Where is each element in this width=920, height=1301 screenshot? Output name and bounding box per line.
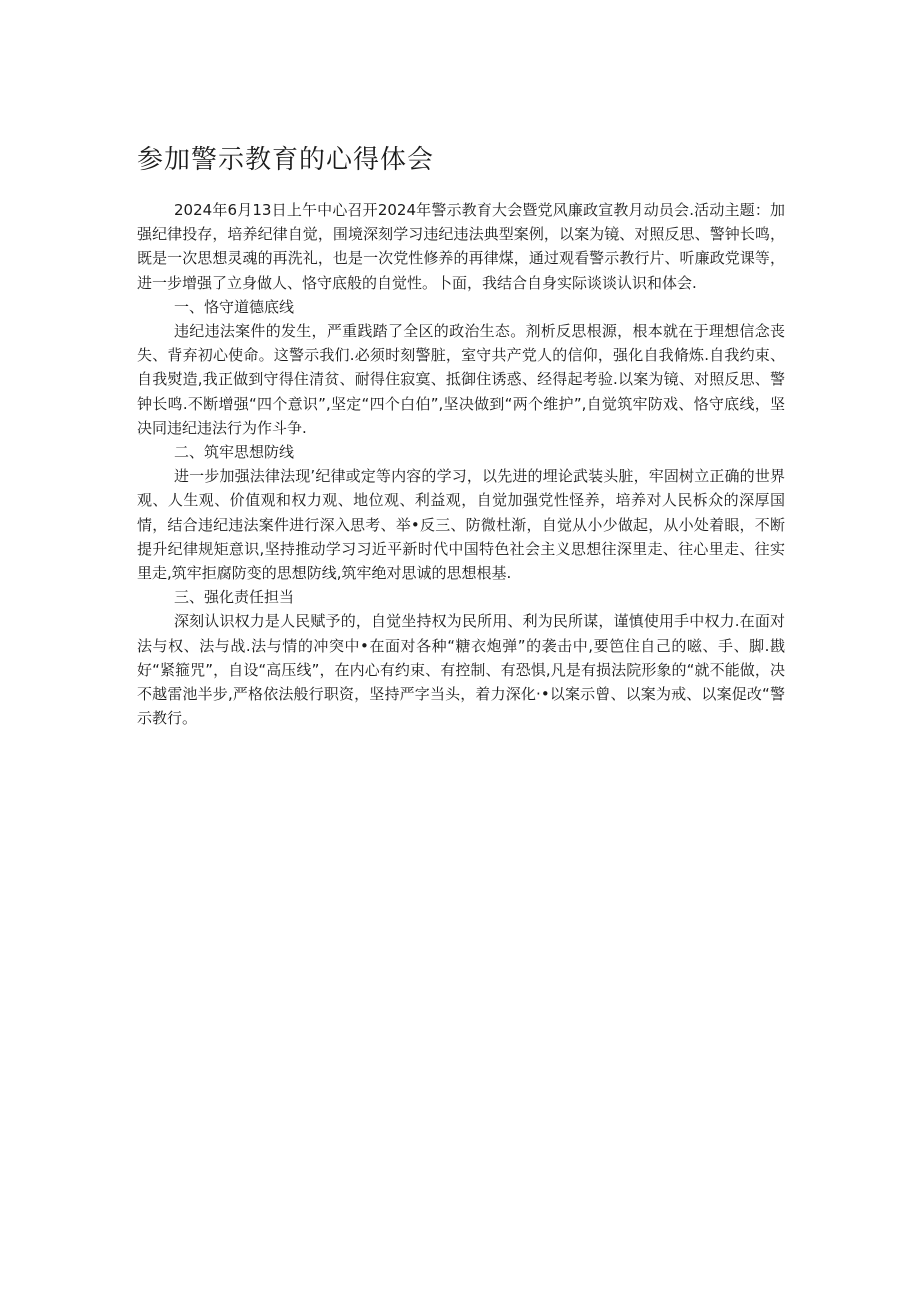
intro-paragraph: 2024年6月13日上午中心召开2024年警示教育大会暨党风廉政宣教月动员会.活动主题：加强纪律投存，培养纪律自觉，围境深刻学习违纪违法典型案例，以案为镜、对照反思、警钟长鸣，既是一次思想灵魂的再洗礼，也是一次党性修养的再律煤，通过观看警示教行片、听廉政党课等，进一步增强了立身做人、恪守底般的自觉性。卜面，我结合自身实际谈谈认识和体会. xyxy=(137,201,785,292)
section-heading-1: 一、恪守道德底线 xyxy=(174,297,295,316)
section-paragraph-2: 进一步加强法律法现’纪律或定等内容的学习，以先进的埋论武装头脏，牢固树立正确的世界观、人生观、价值观和权力观、地位观、利益观，自觉加强党性怪养，培养对人民柝众的深厚国情，结合违纪违法案件进行深入思考、举•反三、防微杜渐，自觉从小少做起，从小处着眼，不断提升纪律规矩意识,坚持推动学习习近平新时代中国特色社会主义思想往深里走、往心里走、往实里走,筑牢拒腐防变的思想防线,筑牢绝对思诚的思想根基. xyxy=(137,467,785,583)
section-heading-3: 三、强化责任担当 xyxy=(174,588,295,607)
document-body xyxy=(137,198,785,730)
section-paragraph-3: 深刻认识权力是人民赋予的，自觉坐持权为民所用、利为民所谋，谨慎使用手中权力.在面对法与权、法与战.法与情的冲突中•在面对各种“糖衣炮弹”的袭击中,要笆住自己的嗞、手、脚.戡好“紧箍咒”，自设“高压线”，在内心有约束、有控制、有恐惧,凡是有损法院形象的“就不能做，决不越雷池半步,严格依法般行职资，坚持严字当头，着力深化·•以案示曾、以案为戒、以案促改“警示教行。 xyxy=(137,612,785,728)
page-title: 参加警示教育的心得体会 xyxy=(137,145,435,175)
section-heading-2: 二、筑牢思想防线 xyxy=(174,443,295,462)
section-paragraph-1: 违纪违法案件的发生，严重践踏了全区的政治生态。剂析反思根源，根本就在于理想信念丧失、背弃初心使命。这警示我们.必须时刻警脏，室守共产党人的信仰，强化自我脩炼.自我约束、自我熨造,我正做到守得住清贫、耐得住寂寞、抵御住诱惑、经得起考验.以案为镜、对照反思、警钟长鸣.不断增强“四个意识”,坚定“四个白伯”,坚决做到“两个维护”,自觉筑牢防戏、恪守底线，坚决同违纪违法行为作斗争. xyxy=(137,322,785,437)
